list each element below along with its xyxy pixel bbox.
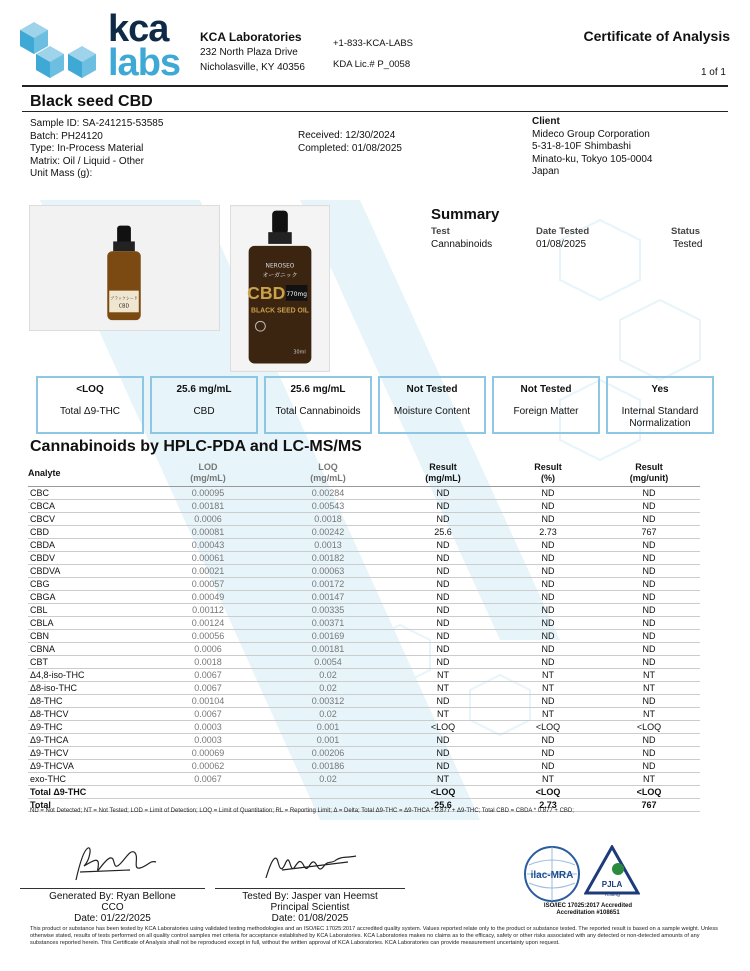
cell-analyte: CBD bbox=[28, 526, 148, 539]
pjla-text: PJLA bbox=[601, 880, 623, 889]
cell-result-pct: NT bbox=[498, 773, 598, 786]
cell-analyte: Δ8-THC bbox=[28, 695, 148, 708]
summary-col-date: Date Tested bbox=[536, 226, 590, 237]
cell-result-mgml: ND bbox=[388, 604, 498, 617]
cell-loq: 0.001 bbox=[268, 734, 388, 747]
cell-result-mgunit: ND bbox=[598, 656, 700, 669]
results-table bbox=[28, 462, 700, 812]
cell-lod: 0.0067 bbox=[148, 682, 268, 695]
cell-result-mgml: ND bbox=[388, 747, 498, 760]
cell-result-mgunit: ND bbox=[598, 747, 700, 760]
cell-lod: 0.0006 bbox=[148, 643, 268, 656]
cell-result-pct: ND bbox=[498, 500, 598, 513]
cell-analyte: Δ9-THC bbox=[28, 721, 148, 734]
table-row bbox=[28, 721, 700, 734]
cell-result-mgunit: NT bbox=[598, 669, 700, 682]
cell-lod: 0.00061 bbox=[148, 552, 268, 565]
summary-test: Cannabinoids bbox=[431, 239, 493, 250]
cell-result-pct: ND bbox=[498, 552, 598, 565]
cell-analyte: CBLA bbox=[28, 617, 148, 630]
cell-result-mgml: ND bbox=[388, 617, 498, 630]
box-total-d9thc bbox=[36, 376, 144, 434]
cell-lod: 0.00057 bbox=[148, 578, 268, 591]
cell-lod: 0.00069 bbox=[148, 747, 268, 760]
cell-analyte: CBC bbox=[28, 487, 148, 500]
box-internal-standard bbox=[606, 376, 714, 434]
cell-result-mgml: ND bbox=[388, 656, 498, 669]
kca-logo-text bbox=[108, 8, 181, 84]
cell-result-mgml: ND bbox=[388, 630, 498, 643]
cell-result-pct: ND bbox=[498, 643, 598, 656]
cell-analyte: CBNA bbox=[28, 643, 148, 656]
generated-by-block bbox=[20, 891, 205, 924]
cell-lod: 0.00095 bbox=[148, 487, 268, 500]
cell-lod: 0.0003 bbox=[148, 721, 268, 734]
cell-result-mgunit: ND bbox=[598, 695, 700, 708]
box-value: Yes bbox=[651, 384, 669, 395]
cell-lod: 0.00043 bbox=[148, 539, 268, 552]
cell-result-pct: ND bbox=[498, 747, 598, 760]
cell-analyte: CBDV bbox=[28, 552, 148, 565]
results-body bbox=[28, 487, 700, 812]
header-result-pct bbox=[498, 462, 598, 487]
cell-analyte: Total Δ9-THC bbox=[28, 786, 148, 799]
table-row bbox=[28, 487, 700, 500]
cell-result-mgunit: ND bbox=[598, 617, 700, 630]
signature-jasper-van-heemst bbox=[262, 848, 362, 886]
cell-result-mgml: ND bbox=[388, 487, 498, 500]
cell-analyte: Δ9-THCA bbox=[28, 734, 148, 747]
table-row bbox=[28, 630, 700, 643]
cell-result-mgml: ND bbox=[388, 539, 498, 552]
photo2-mg: 770mg bbox=[286, 291, 307, 298]
generated-by: Generated By: Ryan Bellone bbox=[49, 891, 176, 902]
cell-analyte: CBDVA bbox=[28, 565, 148, 578]
cell-result-mgunit: ND bbox=[598, 565, 700, 578]
header-r3-label: Result bbox=[635, 462, 663, 472]
table-row bbox=[28, 708, 700, 721]
table-row bbox=[28, 747, 700, 760]
cell-analyte: CBDA bbox=[28, 539, 148, 552]
table-row bbox=[28, 760, 700, 773]
client-heading: Client bbox=[532, 116, 560, 127]
cell-loq: 0.02 bbox=[268, 708, 388, 721]
cell-result-mgml: <LOQ bbox=[388, 786, 498, 799]
cell-loq: 0.00543 bbox=[268, 500, 388, 513]
cell-result-mgunit: ND bbox=[598, 604, 700, 617]
cell-result-pct: ND bbox=[498, 617, 598, 630]
box-label: Total Cannabinoids bbox=[275, 406, 361, 417]
box-foreign-matter bbox=[492, 376, 600, 434]
cell-lod: 0.0006 bbox=[148, 513, 268, 526]
ilac-mra-logo bbox=[523, 845, 581, 903]
sample-id: Sample ID: SA-241215-53585 bbox=[30, 118, 164, 129]
cell-result-mgml: NT bbox=[388, 708, 498, 721]
cell-result-pct: ND bbox=[498, 565, 598, 578]
summary-date: 01/08/2025 bbox=[536, 239, 587, 250]
cell-analyte: Δ9-THCV bbox=[28, 747, 148, 760]
box-label: Internal Standard Normalization bbox=[621, 406, 699, 429]
cell-result-mgml: ND bbox=[388, 552, 498, 565]
tested-by: Tested By: Jasper van Heemst bbox=[242, 891, 378, 902]
lab-address bbox=[200, 30, 305, 75]
lab-license: KDA Lic.# P_0058 bbox=[333, 59, 411, 70]
cell-lod: 0.00049 bbox=[148, 591, 268, 604]
cell-result-mgunit: ND bbox=[598, 539, 700, 552]
cell-loq bbox=[268, 786, 388, 799]
header-r2-label: Result bbox=[534, 462, 562, 472]
cell-result-pct: 2.73 bbox=[498, 526, 598, 539]
header-loq bbox=[268, 462, 388, 487]
iso-accredited: ISO/IEC 17025:2017 Accredited bbox=[543, 903, 633, 909]
cell-result-pct: <LOQ bbox=[498, 786, 598, 799]
cell-result-pct: ND bbox=[498, 604, 598, 617]
accreditation-text bbox=[528, 903, 648, 917]
cell-result-pct: ND bbox=[498, 695, 598, 708]
cell-result-mgml: 25.6 bbox=[388, 526, 498, 539]
sample-dates bbox=[298, 130, 402, 155]
cell-lod: 0.0003 bbox=[148, 734, 268, 747]
tested-title: Principal Scientist bbox=[270, 902, 350, 913]
header-r1-label: Result bbox=[429, 462, 457, 472]
cell-result-mgml: ND bbox=[388, 760, 498, 773]
cell-analyte: CBG bbox=[28, 578, 148, 591]
results-title: Cannabinoids by HPLC-PDA and LC-MS/MS bbox=[30, 438, 362, 455]
cell-result-mgml: ND bbox=[388, 734, 498, 747]
cell-result-mgml: <LOQ bbox=[388, 721, 498, 734]
cell-loq: 0.00172 bbox=[268, 578, 388, 591]
logo-kca: kca bbox=[108, 8, 169, 50]
cell-result-pct: NT bbox=[498, 669, 598, 682]
table-row bbox=[28, 578, 700, 591]
table-row bbox=[28, 526, 700, 539]
cell-result-mgunit: ND bbox=[598, 591, 700, 604]
photo2-brand: NEROSEO bbox=[265, 263, 295, 270]
summary-status: Tested bbox=[673, 239, 703, 250]
matrix: Matrix: Oil / Liquid - Other bbox=[30, 155, 144, 167]
tested-date: Date: 01/08/2025 bbox=[271, 913, 349, 924]
cell-analyte: Δ8-iso-THC bbox=[28, 682, 148, 695]
table-row bbox=[28, 565, 700, 578]
table-row bbox=[28, 695, 700, 708]
photo2-vol: 30ml bbox=[293, 349, 306, 356]
cell-result-mgunit: ND bbox=[598, 500, 700, 513]
header-lod bbox=[148, 462, 268, 487]
header-r2-unit: (%) bbox=[541, 473, 555, 483]
cell-result-mgunit: ND bbox=[598, 552, 700, 565]
cell-analyte: exo-THC bbox=[28, 773, 148, 786]
cell-result-mgml: ND bbox=[388, 578, 498, 591]
cell-lod bbox=[148, 786, 268, 799]
client-info bbox=[532, 116, 652, 179]
summary-title: Summary bbox=[431, 206, 500, 223]
cell-loq: 0.02 bbox=[268, 773, 388, 786]
cell-lod: 0.00104 bbox=[148, 695, 268, 708]
cell-analyte: CBGA bbox=[28, 591, 148, 604]
cell-result-mgml: NT bbox=[388, 669, 498, 682]
cell-analyte: Total bbox=[28, 799, 148, 812]
header-lod-unit: (mg/mL) bbox=[190, 473, 226, 483]
product-photo-2 bbox=[230, 205, 330, 372]
product-name: Black seed CBD bbox=[30, 93, 153, 110]
cell-lod: 0.00062 bbox=[148, 760, 268, 773]
table-row bbox=[28, 539, 700, 552]
box-label: Foreign Matter bbox=[513, 406, 579, 417]
client-line-3: Japan bbox=[532, 166, 560, 177]
cell-lod: 0.00124 bbox=[148, 617, 268, 630]
cell-result-pct: ND bbox=[498, 578, 598, 591]
table-row bbox=[28, 682, 700, 695]
box-label: Moisture Content bbox=[393, 406, 471, 417]
cell-loq: 0.00147 bbox=[268, 591, 388, 604]
cell-result-mgunit: 767 bbox=[598, 799, 700, 812]
cell-result-pct: 2.73 bbox=[498, 799, 598, 812]
cell-result-mgml: NT bbox=[388, 773, 498, 786]
client-line-1: 5-31-8-10F Shimbashi bbox=[532, 141, 631, 152]
cell-lod: 0.00081 bbox=[148, 526, 268, 539]
sig-line-tested bbox=[215, 888, 405, 889]
cell-result-mgunit: ND bbox=[598, 643, 700, 656]
table-row bbox=[28, 773, 700, 786]
sig-line-generated bbox=[20, 888, 205, 889]
box-total-cannabinoids bbox=[264, 376, 372, 434]
cell-analyte: CBT bbox=[28, 656, 148, 669]
cell-loq: 0.0054 bbox=[268, 656, 388, 669]
lab-phone: +1-833-KCA-LABS bbox=[333, 38, 413, 49]
cell-loq: 0.00335 bbox=[268, 604, 388, 617]
table-row bbox=[28, 604, 700, 617]
pjla-logo bbox=[584, 845, 640, 897]
cell-result-mgunit: ND bbox=[598, 760, 700, 773]
photo1-label-b: CBD bbox=[118, 303, 130, 310]
logo-labs: labs bbox=[108, 42, 181, 84]
generated-title: CCO bbox=[101, 902, 124, 913]
table-row bbox=[28, 734, 700, 747]
box-label: CBD bbox=[193, 406, 215, 417]
cell-loq: 0.00063 bbox=[268, 565, 388, 578]
cell-lod: 0.0067 bbox=[148, 708, 268, 721]
kca-logo-cubes bbox=[18, 18, 100, 80]
cell-result-pct: ND bbox=[498, 539, 598, 552]
signature-ryan-bellone bbox=[70, 842, 160, 886]
cell-loq: 0.00284 bbox=[268, 487, 388, 500]
table-row bbox=[28, 552, 700, 565]
cell-result-mgunit: ND bbox=[598, 578, 700, 591]
generated-date: Date: 01/22/2025 bbox=[74, 913, 151, 924]
cell-lod: 0.0067 bbox=[148, 773, 268, 786]
box-moisture bbox=[378, 376, 486, 434]
lab-contact bbox=[333, 33, 413, 75]
cell-analyte: CBN bbox=[28, 630, 148, 643]
cell-result-mgunit: ND bbox=[598, 513, 700, 526]
cell-result-mgml: ND bbox=[388, 591, 498, 604]
cell-analyte: CBL bbox=[28, 604, 148, 617]
cell-loq: 0.02 bbox=[268, 669, 388, 682]
cell-loq: 0.00371 bbox=[268, 617, 388, 630]
cell-loq: 0.02 bbox=[268, 682, 388, 695]
sample-type: Type: In-Process Material bbox=[30, 143, 144, 154]
pjla-sub: Testing bbox=[604, 892, 620, 897]
cell-lod: 0.00181 bbox=[148, 500, 268, 513]
photo2-jp: オーガニック bbox=[262, 273, 298, 280]
header-result-mgunit bbox=[598, 462, 700, 487]
lab-name: KCA Laboratories bbox=[200, 30, 302, 44]
table-row bbox=[28, 669, 700, 682]
cell-analyte: CBCA bbox=[28, 500, 148, 513]
table-row bbox=[28, 513, 700, 526]
box-value: 25.6 mg/mL bbox=[290, 384, 346, 395]
cell-result-mgunit: <LOQ bbox=[598, 721, 700, 734]
header-lod-label: LOD bbox=[198, 462, 218, 472]
cell-analyte: Δ9-THCVA bbox=[28, 760, 148, 773]
table-header-row bbox=[28, 462, 700, 487]
summary-col-status: Status bbox=[671, 226, 701, 237]
document-title: Certificate of Analysis bbox=[583, 28, 730, 44]
cell-result-mgml: ND bbox=[388, 695, 498, 708]
table-row bbox=[28, 643, 700, 656]
photo2-name: BLACK SEED OIL bbox=[251, 307, 309, 315]
cell-lod: 0.00112 bbox=[148, 604, 268, 617]
cell-loq: 0.00186 bbox=[268, 760, 388, 773]
cell-result-mgunit: <LOQ bbox=[598, 786, 700, 799]
cell-result-pct: ND bbox=[498, 760, 598, 773]
disclaimer: This product or substance has been tested by KCA Laboratories using validated testing methodologies and an ISO/IEC 17025:2017 accredited quality system. Values reported relate only to the product or substance tested. The reported result is based on a sample weight. Unless otherwise stated, results of tests performed on all quality control samples met criteria for acceptance established by KCA Laboratories. KCA Laboratories makes no claims as to the efficacy, safety or other risks associated with any detected or non-detected amounts of any substances reported herein. This Certificate of Analysis shall not be reproduced except in full, without the written approval of KCA Laboratories. KCA Laboratories can provide measurement uncertainty upon request. bbox=[30, 926, 718, 946]
cell-lod: 0.00021 bbox=[148, 565, 268, 578]
cell-lod: 0.00056 bbox=[148, 630, 268, 643]
table-row bbox=[28, 591, 700, 604]
cell-lod: 0.0067 bbox=[148, 669, 268, 682]
cell-analyte: CBCV bbox=[28, 513, 148, 526]
header-loq-label: LOQ bbox=[318, 462, 338, 472]
tested-by-block bbox=[215, 891, 405, 924]
page-number: 1 of 1 bbox=[700, 67, 726, 78]
result-boxes bbox=[36, 376, 714, 434]
cell-loq: 0.00182 bbox=[268, 552, 388, 565]
header-analyte: Analyte bbox=[28, 462, 148, 487]
box-value: <LOQ bbox=[76, 384, 104, 395]
cell-loq: 0.00206 bbox=[268, 747, 388, 760]
cell-result-mgunit: 767 bbox=[598, 526, 700, 539]
batch: Batch: PH24120 bbox=[30, 130, 103, 142]
cell-loq: 0.00312 bbox=[268, 695, 388, 708]
cell-lod: 0.0018 bbox=[148, 656, 268, 669]
cell-result-mgunit: ND bbox=[598, 630, 700, 643]
box-value: Not Tested bbox=[520, 384, 572, 395]
cell-result-pct: ND bbox=[498, 734, 598, 747]
header-result-mgml bbox=[388, 462, 498, 487]
ilac-text: ilac-MRA bbox=[530, 870, 574, 881]
table-footnote: ND = Not Detected; NT = Not Tested; LOD = Limit of Detection; LOQ = Limit of Quantitation; RL = Reporting Limit; Δ = Delta; Total Δ9-THC = Δ9-THCA * 0.877 + Δ9-THC; Total CBD = CBDA * 0.877 + CBD; bbox=[30, 808, 574, 814]
cell-result-pct: ND bbox=[498, 487, 598, 500]
cell-result-pct: ND bbox=[498, 656, 598, 669]
photo2-cbd: CBD bbox=[247, 282, 286, 303]
cell-result-mgml: ND bbox=[388, 500, 498, 513]
cell-result-pct: ND bbox=[498, 591, 598, 604]
cell-result-mgml: ND bbox=[388, 513, 498, 526]
header-r1-unit: (mg/mL) bbox=[425, 473, 461, 483]
lab-address-1: 232 North Plaza Drive bbox=[200, 47, 298, 58]
lab-address-2: Nicholasville, KY 40356 bbox=[200, 62, 305, 73]
cell-result-mgunit: NT bbox=[598, 682, 700, 695]
cell-loq: 0.00242 bbox=[268, 526, 388, 539]
box-value: Not Tested bbox=[406, 384, 458, 395]
cell-result-pct: ND bbox=[498, 630, 598, 643]
cell-result-mgml: 25.6 bbox=[388, 799, 498, 812]
cell-loq: 0.00169 bbox=[268, 630, 388, 643]
product-divider bbox=[22, 111, 728, 112]
summary-col-test: Test bbox=[431, 226, 450, 237]
cell-result-mgunit: ND bbox=[598, 487, 700, 500]
cell-result-mgunit: ND bbox=[598, 734, 700, 747]
completed-date: Completed: 01/08/2025 bbox=[298, 142, 402, 154]
sample-meta bbox=[30, 118, 163, 181]
box-cbd bbox=[150, 376, 258, 434]
table-row bbox=[28, 617, 700, 630]
client-line-2: Minato-ku, Tokyo 105-0004 bbox=[532, 153, 653, 165]
box-value: 25.6 mg/mL bbox=[176, 384, 232, 395]
cell-result-pct: NT bbox=[498, 708, 598, 721]
header-divider bbox=[22, 85, 728, 87]
unit-mass: Unit Mass (g): bbox=[30, 168, 93, 179]
cell-result-pct: NT bbox=[498, 682, 598, 695]
header-r3-unit: (mg/unit) bbox=[629, 473, 669, 483]
product-photo-1 bbox=[29, 205, 220, 331]
cell-result-mgunit: NT bbox=[598, 773, 700, 786]
cell-result-mgml: NT bbox=[388, 682, 498, 695]
cell-loq: 0.00181 bbox=[268, 643, 388, 656]
received-date: Received: 12/30/2024 bbox=[298, 130, 396, 141]
cell-result-mgunit: NT bbox=[598, 708, 700, 721]
client-name: Mideco Group Corporation bbox=[532, 128, 650, 140]
header-loq-unit: (mg/mL) bbox=[310, 473, 346, 483]
table-row bbox=[28, 656, 700, 669]
cell-loq: 0.0018 bbox=[268, 513, 388, 526]
table-total-row bbox=[28, 786, 700, 799]
cell-result-pct: <LOQ bbox=[498, 721, 598, 734]
cell-loq: 0.001 bbox=[268, 721, 388, 734]
cell-loq: 0.0013 bbox=[268, 539, 388, 552]
cell-result-pct: ND bbox=[498, 513, 598, 526]
cell-analyte: Δ4,8-iso-THC bbox=[28, 669, 148, 682]
table-row bbox=[28, 500, 700, 513]
cell-result-mgml: ND bbox=[388, 565, 498, 578]
accreditation-number: Accreditation #108651 bbox=[556, 910, 620, 916]
cell-result-mgml: ND bbox=[388, 643, 498, 656]
box-label: Total Δ9-THC bbox=[59, 406, 121, 417]
cell-analyte: Δ8-THCV bbox=[28, 708, 148, 721]
photo1-label-a: ブラックシード bbox=[110, 295, 138, 301]
